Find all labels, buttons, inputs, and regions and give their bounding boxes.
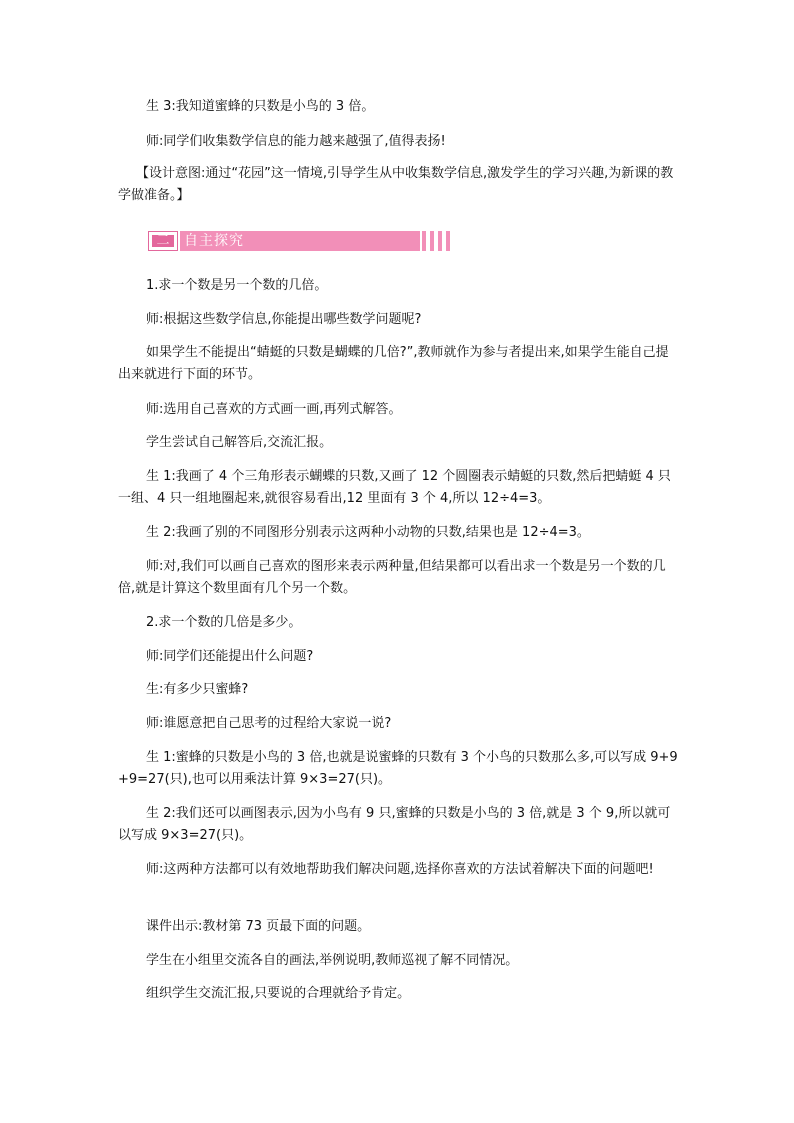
paragraph-design-intent: 【设计意图:通过“花园”这一情境,引导学生从中收集数学信息,激发学生的学习兴趣,为新课的教学做准备。】	[118, 166, 674, 203]
paragraph-student-2-bees: 生 2:我们还可以画图表示,因为小鸟有 9 只,蜜蜂的只数是小鸟的 3 倍,就是 3 个 9,所以就可以写成 9×3=27(只)。	[118, 806, 671, 843]
paragraph-student-1-answer: 生 1:我画了 4 个三角形表示蝴蝶的只数,又画了 12 个圆圈表示蜻蜓的只数,然后把蜻蜓 4 只一组、4 只一组地圈起来,就很容易看出,12 里面有 3 个 4,所以 12÷4=3。	[118, 469, 671, 506]
section-number-box	[148, 231, 178, 251]
paragraph-teacher-summary: 师:对,我们可以画自己喜欢的图形来表示两种量,但结果都可以看出求一个数是另一个数的几倍,就是计算这个数里面有几个另一个数。	[118, 559, 666, 596]
paragraph-teacher-invite: 师:谁愿意把自己思考的过程给大家说一说?	[146, 716, 392, 731]
heading-item-1: 1.求一个数是另一个数的几倍。	[146, 278, 328, 293]
paragraph-courseware: 课件出示:教材第 73 页最下面的问题。	[146, 919, 371, 934]
heading-item-2: 2.求一个数的几倍是多少。	[146, 615, 302, 630]
paragraph-teacher-prompt: 如果学生不能提出“蜻蜓的只数是蝴蝶的几倍?”,教师就作为参与者提出来,如果学生能自己提出来就进行下面的环节。	[118, 345, 669, 382]
section-number: 二	[156, 233, 170, 248]
paragraph-student-2-answer: 生 2:我画了别的不同图形分别表示这两种小动物的只数,结果也是 12÷4=3。	[146, 525, 590, 540]
paragraph-group-exchange: 学生在小组里交流各自的画法,举例说明,教师巡视了解不同情况。	[146, 953, 519, 968]
paragraph-student-1-bees: 生 1:蜜蜂的只数是小鸟的 3 倍,也就是说蜜蜂的只数有 3 个小鸟的只数那么多,可以写成 9+9+9=27(只),也可以用乘法计算 9×3=27(只)。	[118, 750, 678, 787]
paragraph-student-3: 生 3:我知道蜜蜂的只数是小鸟的 3 倍。	[146, 99, 375, 114]
paragraph-draw-instruction: 师:选用自己喜欢的方式画一画,再列式解答。	[146, 402, 402, 417]
paragraph-teacher-question: 师:根据这些数学信息,你能提出哪些数学问题呢?	[146, 312, 422, 327]
paragraph-teacher-praise: 师:同学们收集数学信息的能力越来越强了,值得表扬!	[146, 134, 446, 149]
paragraph-students-report: 学生尝试自己解答后,交流汇报。	[146, 435, 333, 450]
section-title: 自主探究	[184, 233, 244, 249]
paragraph-student-question: 生:有多少只蜜蜂?	[146, 682, 249, 697]
paragraph-teacher-ask: 师:同学们还能提出什么问题?	[146, 649, 314, 664]
paragraph-teacher-methods: 师:这两种方法都可以有效地帮助我们解决问题,选择你喜欢的方法试着解决下面的问题吧!	[146, 862, 654, 877]
section-banner	[148, 231, 454, 253]
paragraph-organize-report: 组织学生交流汇报,只要说的合理就给予肯定。	[146, 986, 411, 1001]
